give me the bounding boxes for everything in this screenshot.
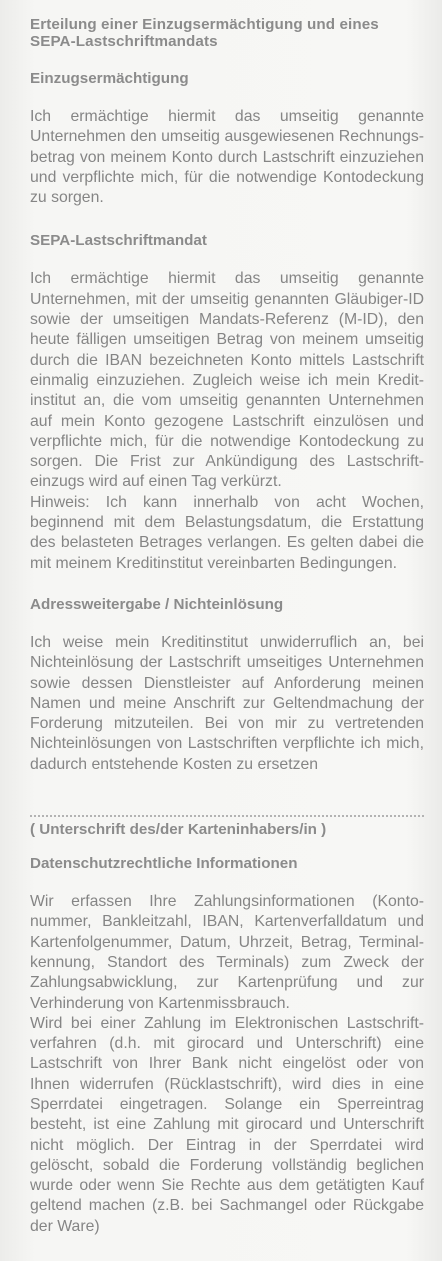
heading-einzugsermaechtigung: Einzugsermächtigung xyxy=(30,70,189,87)
text-datenschutz: Wir erfassen Ihre Zahlungsinformationen (Konto-nummer, Bankleitzahl, IBAN, Kartenverfalldatum und Kartenfolgenummer, Datum, Uhrzeit, Betrag, Terminal-kennung, Standort des Terminals) zum Zweck der Zahlungsabwicklung, zur Kartenprüfung und zur Verhinderung von Kartenmissbrauch. Wird bei einer Zahlung im Elektronischen Lastschrift-verfahren (d.h. mit girocard und Unterschrift) eine Lastschrift von Ihrer Bank nicht eingelöst oder von Ihnen widerrufen (Rücklastschrift), wird dies in eine Sperrdatei eingetragen. Solange ein Sperreintrag besteht, ist eine Zahlung mit girocard und Unterschrift nicht möglich. Der Eintrag in der Sperrdatei wird gelöscht, sobald die Forderung vollständig beglichen wurde oder wenn Sie Rechte aus dem getätigten Kauf geltend machen (z.B. bei Sachmangel oder Rückgabe der Ware) xyxy=(30,893,424,1235)
text-sepa-lastschriftmandat: Ich ermächtige hiermit das umseitig genannte Unternehmen, mit der umseitig genannten Gläubiger-ID sowie der umseitigen Mandats-Referenz (M-ID), den heute fälligen umseitigen Betrag von meinem umseitig durch die IBAN bezeichneten Konto mittels Lastschrift einmalig einzuziehen. Zugleich weise ich mein Kredit-institut an, die vom umseitig genannten Unternehmen auf mein Konto gezogene Lastschrift einzulösen und verpflichte mich, für die notwendige Kontodeckung zu sorgen. Die Frist zur Ankündigung des Lastschrift-einzugs wird auf einen Tag verkürzt. Hinweis: Ich kann innerhalb von acht Wochen, beginnend mit dem Belastungsdatum, die Erstattung des belasteten Betrages verlangen. Es gelten dabei die mit meinem Kreditinstitut vereinbarten Bedingungen. xyxy=(30,270,424,572)
signature-space xyxy=(30,775,424,815)
heading-adressweitergabe: Adressweitergabe / Nichteinlösung xyxy=(30,595,284,613)
text-adressweitergabe: Ich weise mein Kreditinstitut unwiderruflich an, bei Nichteinlösung der Lastschrift umseitiges Unternehmen sowie dessen Dienstleister auf Anforderung meinen Namen und meine Anschrift zur Geltendmachung der Forderung mitzuteilen. Bei von mir zu vertretenden Nichteinlösungen von Lastschriften verpflichte ich mich, dadurch entstehende Kosten zu ersetzen xyxy=(30,633,424,773)
heading-sepa-lastschriftmandat: SEPA-Lastschriftmandat xyxy=(30,232,207,250)
heading-datenschutz: Datenschutzrechtliche Informationen xyxy=(30,855,298,873)
spacer xyxy=(30,574,424,596)
document-title: Erteilung einer Einzugsermächtigung und eines SEPA-Lastschriftmandats xyxy=(30,16,379,50)
signature-label: ( Unterschrift des/der Karteninhabers/in ) xyxy=(30,821,327,839)
text-einzugsermaechtigung: Ich ermächtige hiermit das umseitig genannte Unternehmen den umseitig ausgewiesenen Rechnungs-betrag von meinem Konto durch Lastschrift einzuziehen und verpflichte mich, für die notwendige Kontodeckung zu sorgen. xyxy=(30,108,424,207)
signature-line xyxy=(30,815,424,817)
spacer xyxy=(30,208,424,232)
